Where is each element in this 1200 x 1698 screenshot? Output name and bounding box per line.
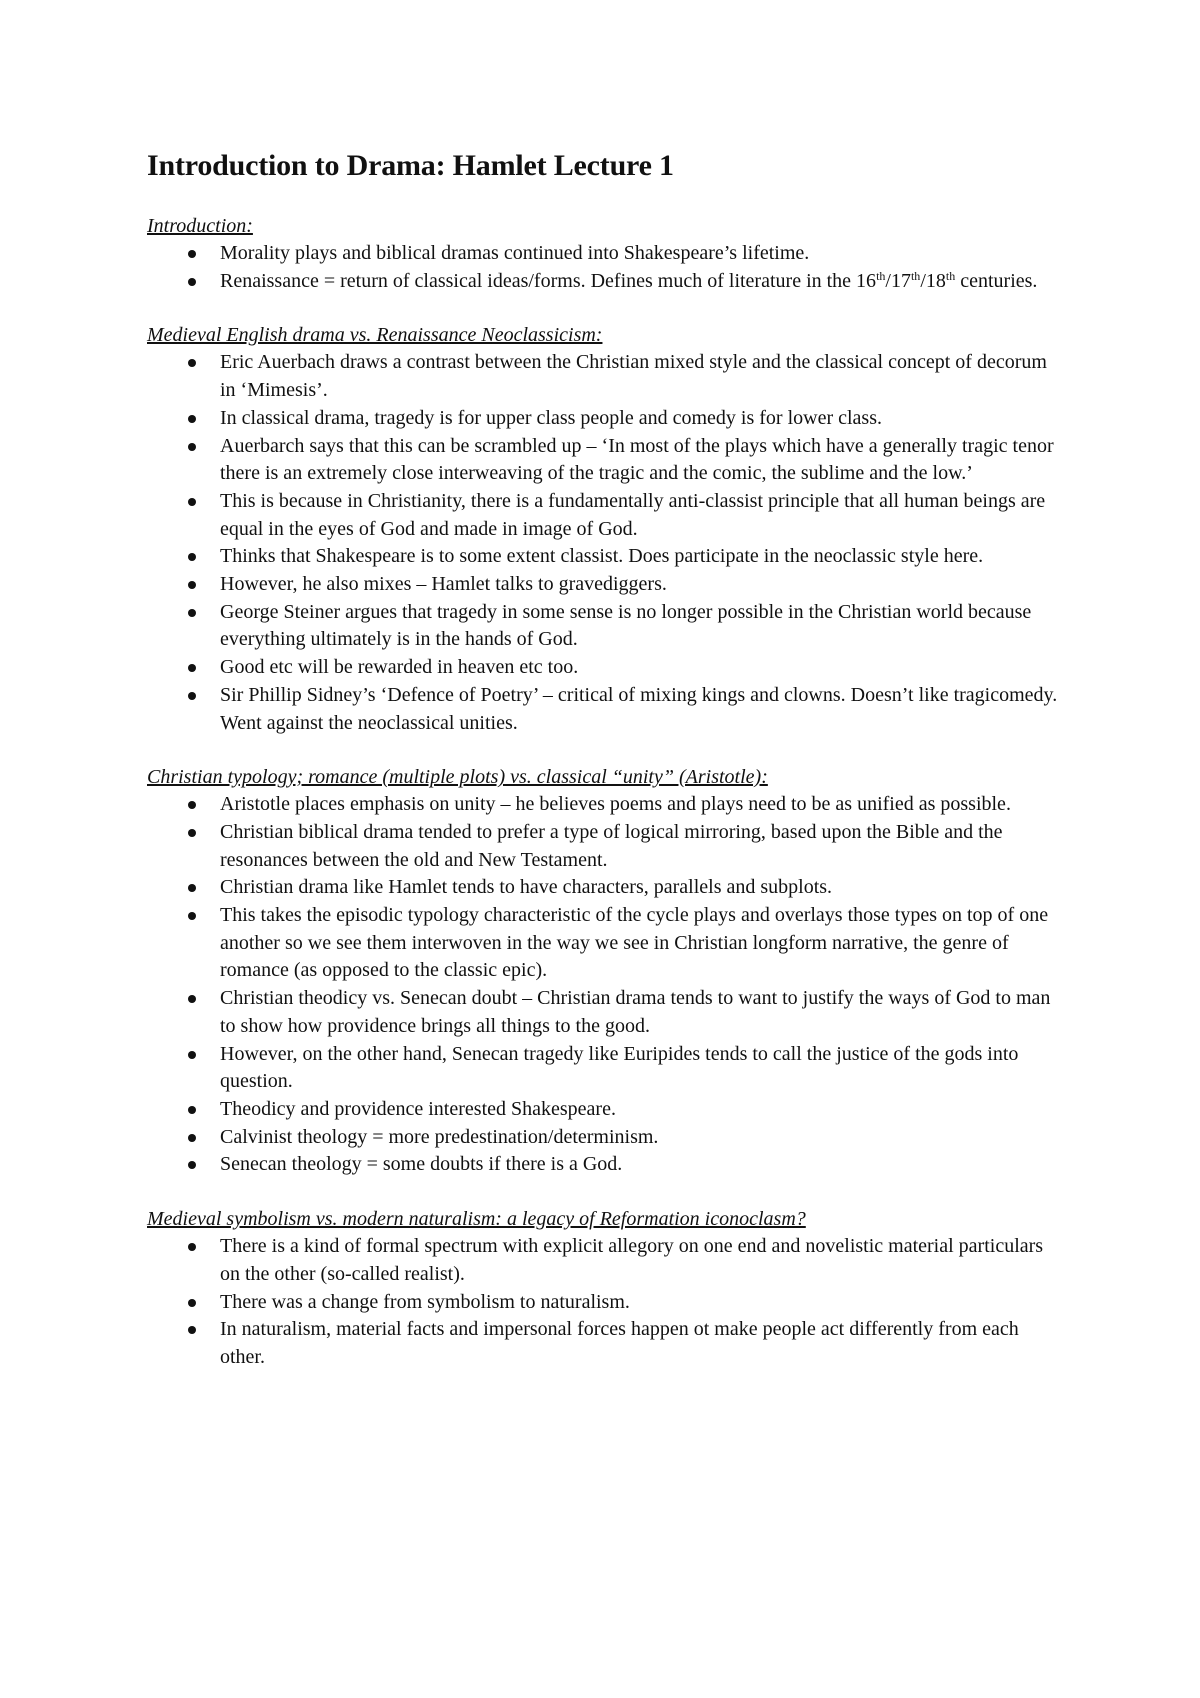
list-item — [147, 349, 1067, 404]
list-item — [147, 599, 1067, 654]
section-introduction — [147, 212, 1067, 295]
list-item — [147, 791, 1067, 819]
bullet-list — [147, 791, 1067, 1179]
bullet-icon — [188, 1106, 196, 1114]
bullet-icon — [188, 1243, 196, 1251]
list-item-text: Aristotle places emphasis on unity – he believes poems and plays need to be as unified as possible. — [220, 793, 1011, 816]
ordinal-suffix: th — [945, 268, 956, 283]
list-item — [147, 1096, 1067, 1124]
bullet-icon — [188, 278, 196, 286]
bullet-icon — [188, 581, 196, 589]
list-item — [147, 654, 1067, 682]
bullet-icon — [188, 443, 196, 451]
list-item — [147, 488, 1067, 543]
document-page — [147, 148, 1067, 1398]
list-item — [147, 1233, 1067, 1288]
bullet-icon — [188, 1161, 196, 1169]
bullet-icon — [188, 250, 196, 258]
bullet-icon — [188, 801, 196, 809]
section-heading: Christian typology; romance (multiple plots) vs. classical “unity” (Aristotle): — [147, 766, 768, 789]
bullet-icon — [188, 609, 196, 617]
list-item-text: Senecan theology = some doubts if there is a God. — [220, 1153, 623, 1176]
list-item-text: Morality plays and biblical dramas continued into Shakespeare’s lifetime. — [220, 242, 810, 264]
document-title: Introduction to Drama: Hamlet Lecture 1 — [147, 149, 674, 182]
list-item — [147, 1124, 1067, 1152]
bullet-list — [147, 349, 1067, 737]
list-item — [147, 433, 1067, 488]
list-item — [147, 1151, 1067, 1179]
bullet-icon — [188, 912, 196, 920]
list-item-text: Good etc will be rewarded in heaven etc too. — [220, 656, 579, 679]
ordinal-suffix: th — [876, 268, 886, 283]
list-item — [147, 571, 1067, 599]
list-item-text: Thinks that Shakespeare is to some extent classist. Does participate in the neoclassic style here. — [220, 545, 984, 568]
section-heading: Medieval English drama vs. Renaissance Neoclassicism: — [147, 324, 603, 347]
list-item-text: There is a kind of formal spectrum with explicit allegory on one end and novelistic material particulars on the other (so-called realist). — [220, 1235, 1044, 1285]
list-item-text: Auerbarch says that this can be scrambled up – ‘In most of the plays which have a generally tragic tenor there is an extremely close interweaving of the tragic and the comic, the sublime and the low.’ — [220, 434, 1054, 485]
bullet-list — [147, 240, 1067, 295]
list-item-text: centuries. — [955, 269, 1038, 292]
list-item — [147, 543, 1067, 571]
list-item-text: Christian drama like Hamlet tends to have characters, parallels and subplots. — [220, 876, 833, 899]
list-item — [147, 405, 1067, 433]
list-item — [147, 985, 1067, 1040]
list-item-text: Theodicy and providence interested Shakespeare. — [220, 1097, 616, 1120]
list-item — [147, 1289, 1067, 1317]
ordinal-suffix: th — [910, 268, 921, 283]
list-item-text: Christian biblical drama tended to prefer a type of logical mirroring, based upon the Bible and the resonances between the old and New Testament. — [220, 820, 1003, 871]
bullet-icon — [188, 995, 196, 1003]
section-heading: Introduction: — [147, 215, 253, 237]
list-item — [147, 682, 1067, 737]
list-item-text: Sir Phillip Sidney’s ‘Defence of Poetry’ – critical of mixing kings and clowns. Doesn’t like tragicomedy. Went against the neoclassical unities. — [220, 683, 1058, 734]
list-item-text: However, on the other hand, Senecan tragedy like Euripides tends to call the justice of the gods into question. — [220, 1042, 1019, 1093]
list-item-text: Calvinist theology = more predestination/determinism. — [220, 1125, 659, 1148]
list-item-text: However, he also mixes – Hamlet talks to gravediggers. — [220, 573, 667, 596]
section-medieval-vs-renaissance — [147, 321, 1067, 737]
list-item — [147, 1316, 1067, 1371]
list-item-text: This is because in Christianity, there is a fundamentally anti-classist principle that all human beings are equal in the eyes of God and made in image of God. — [220, 489, 1046, 540]
list-item-text: Christian theodicy vs. Senecan doubt – Christian drama tends to want to justify the ways of God to man to show how providence brings all things to the good. — [220, 987, 1051, 1037]
list-item-text: George Steiner argues that tragedy in some sense is no longer possible in the Christian world because everything ultimately is in the hands of God. — [220, 600, 1032, 651]
list-item — [147, 902, 1067, 985]
bullet-icon — [188, 664, 196, 672]
section-medieval-symbolism — [147, 1205, 1067, 1372]
list-item — [147, 819, 1067, 874]
list-item-text: In classical drama, tragedy is for upper class people and comedy is for lower class. — [220, 406, 882, 429]
list-item-text: Eric Auerbach draws a contrast between the Christian mixed style and the classical concept of decorum in ‘Mimesis’. — [220, 351, 1047, 402]
list-item-text: In naturalism, material facts and impersonal forces happen ot make people act differently from each other. — [220, 1318, 1019, 1368]
bullet-icon — [188, 692, 196, 700]
bullet-icon — [188, 884, 196, 892]
list-item-text: Renaissance = return of classical ideas/forms. Defines much of literature in the 16 — [220, 269, 877, 292]
list-item — [147, 240, 1067, 268]
section-heading: Medieval symbolism vs. modern naturalism: a legacy of Reformation iconoclasm? — [147, 1208, 806, 1231]
bullet-icon — [188, 415, 196, 423]
bullet-icon — [188, 359, 196, 367]
bullet-icon — [188, 498, 196, 506]
bullet-icon — [188, 829, 196, 837]
list-item — [147, 874, 1067, 902]
section-christian-typology — [147, 763, 1067, 1179]
list-item-text: /17 — [885, 269, 911, 292]
list-item — [147, 268, 1067, 296]
bullet-icon — [188, 553, 196, 561]
bullet-icon — [188, 1134, 196, 1142]
list-item-text: /18 — [920, 269, 946, 292]
list-item-text: There was a change from symbolism to naturalism. — [220, 1290, 630, 1313]
bullet-icon — [188, 1299, 196, 1307]
bullet-list — [147, 1233, 1067, 1372]
bullet-icon — [188, 1326, 196, 1334]
list-item-text: This takes the episodic typology characteristic of the cycle plays and overlays those types on top of one another so we see them interwoven in the way we see in Christian longform narrative, the genre of romance (as opposed to the classic epic). — [220, 904, 1049, 982]
bullet-icon — [188, 1051, 196, 1059]
list-item — [147, 1041, 1067, 1096]
